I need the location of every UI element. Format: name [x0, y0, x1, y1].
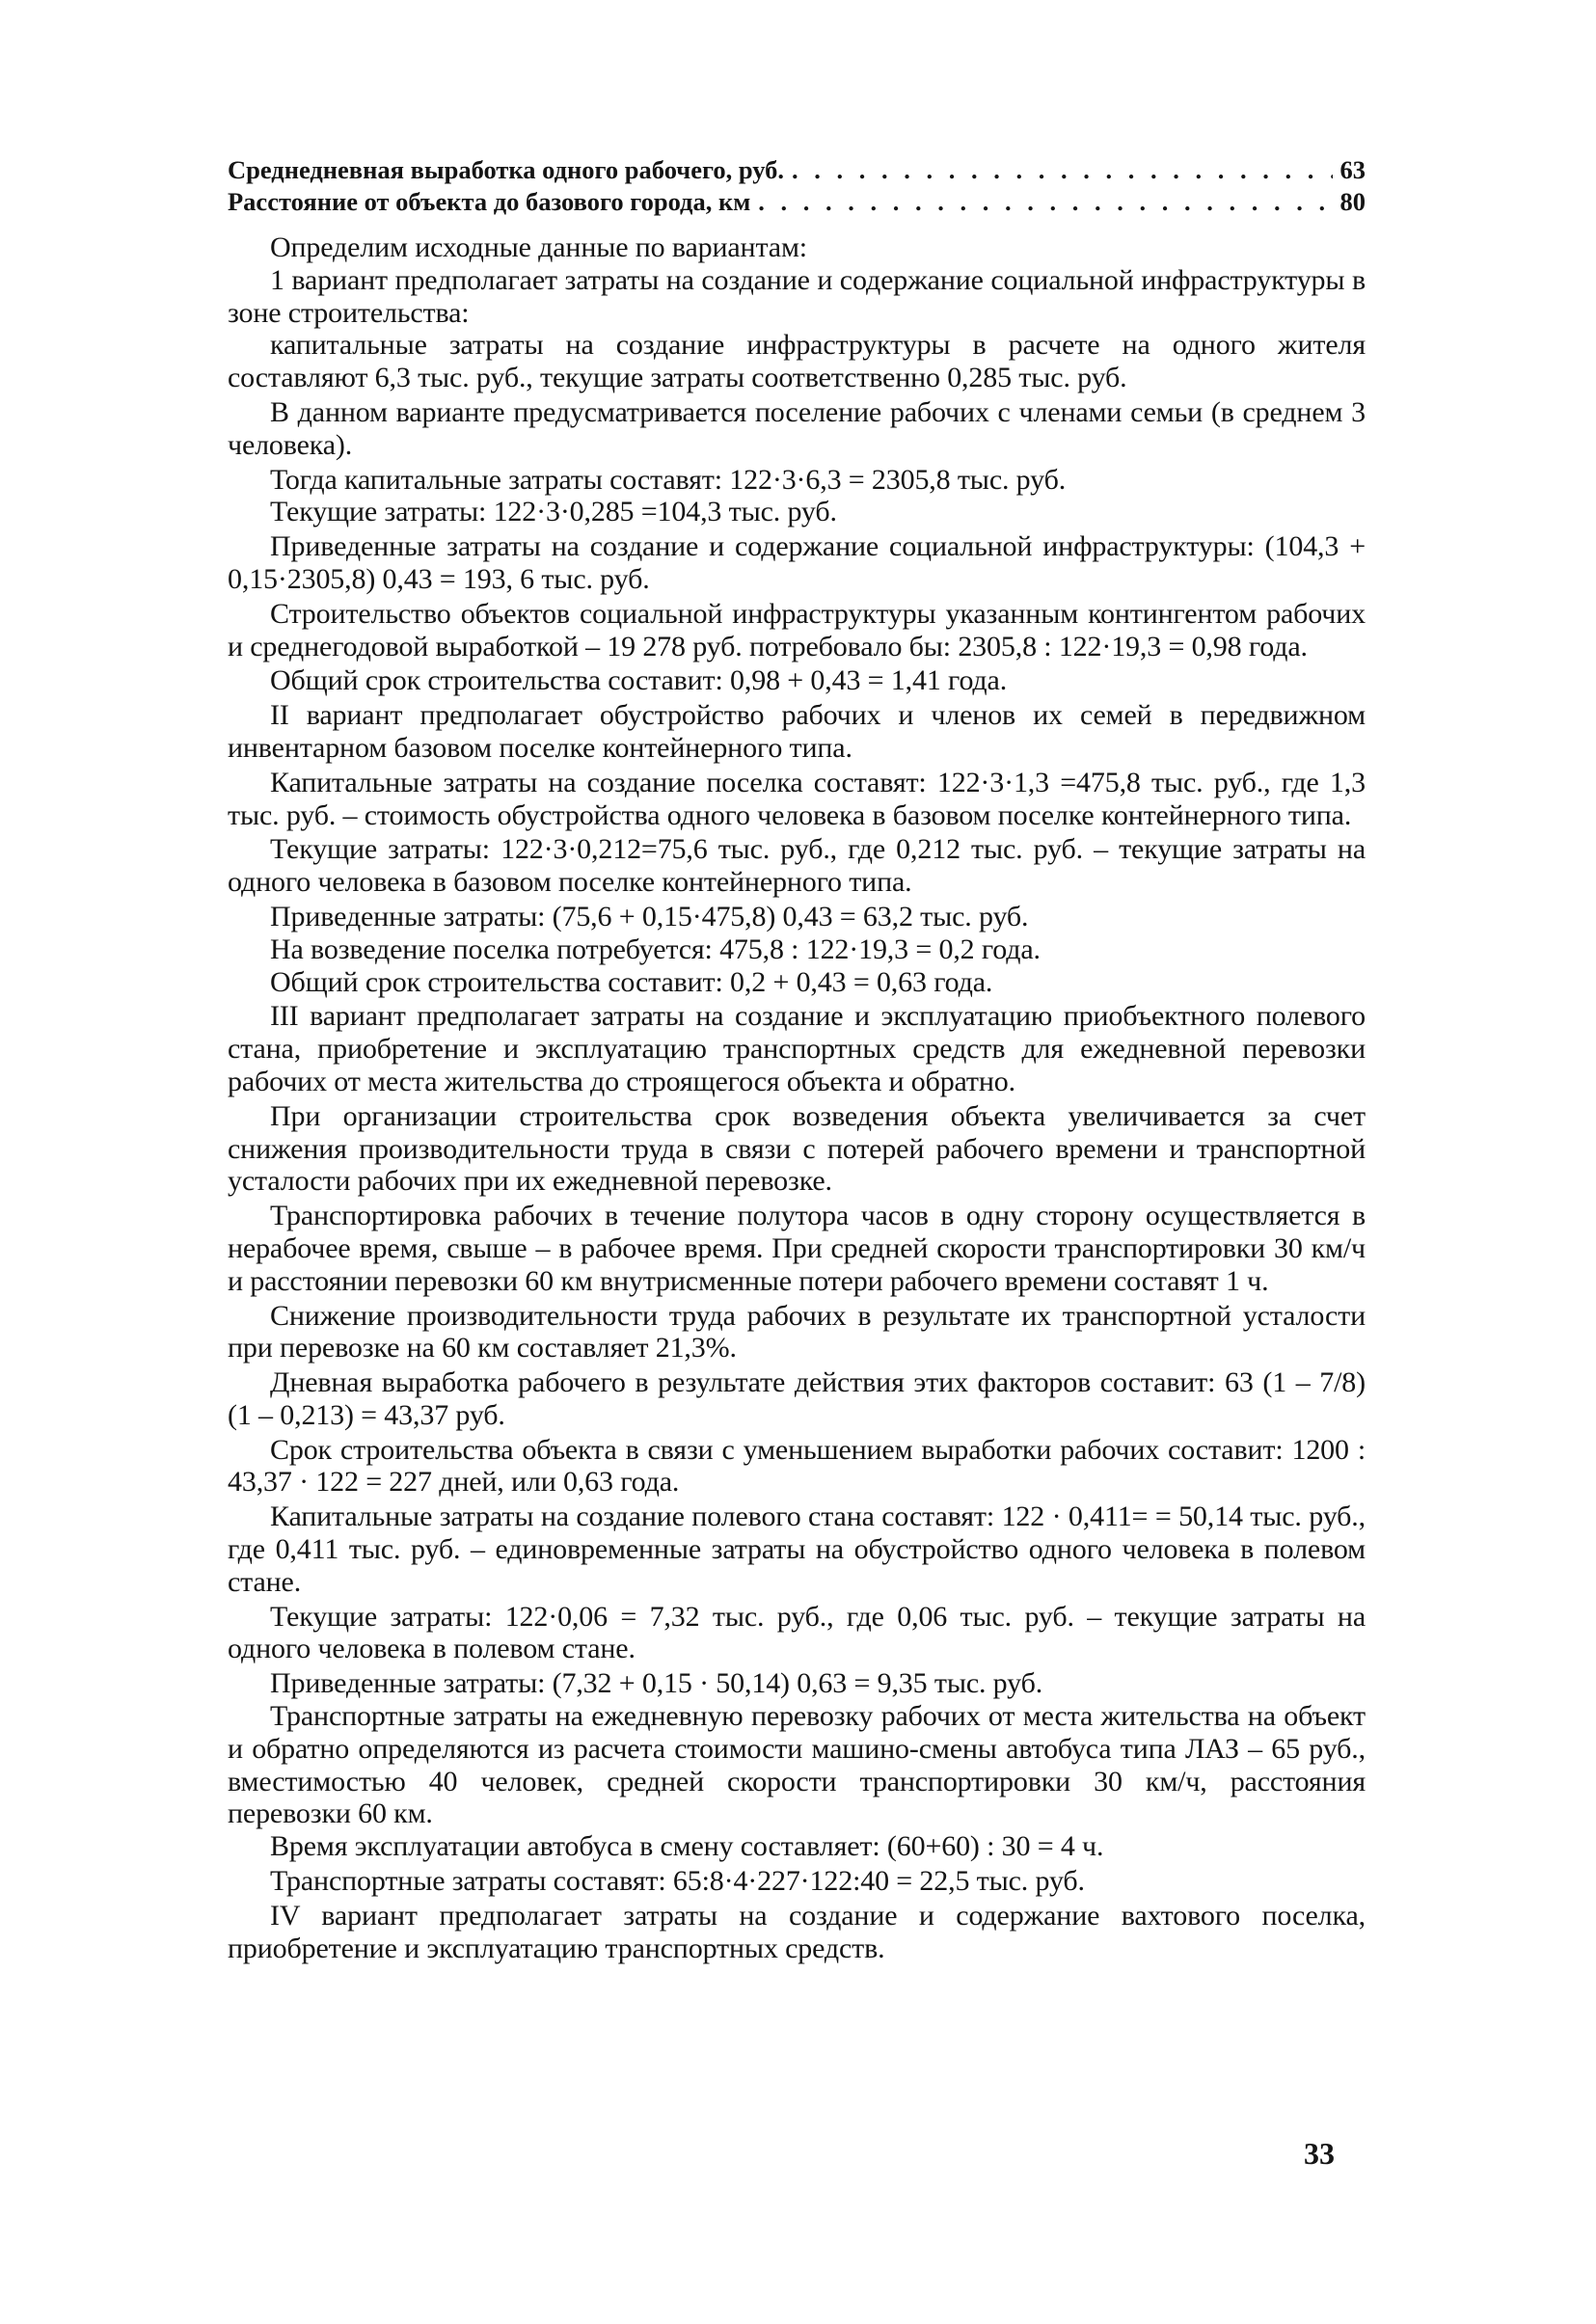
data-line-label: Среднедневная выработка одного рабочего, руб.	[228, 155, 785, 184]
paragraph: Строительство объектов социальной инфраструктуры указанным контингентом рабочих и среднегодовой выработкой – 19 278 руб. потребовало бы: 2305,8 : 122·19,3 = 0,98 года.	[228, 597, 1366, 662]
page-body	[228, 154, 1366, 1964]
data-line-daily-output	[228, 154, 1366, 186]
paragraph: Приведенные затраты: (7,32 + 0,15 · 50,14) 0,63 = 9,35 тыс. руб.	[270, 1667, 1043, 1700]
paragraph: Текущие затраты: 122·3·0,212=75,6 тыс. руб., где 0,212 тыс. руб. – текущие затраты на одного человека в базовом поселке контейнерного типа.	[228, 833, 1366, 899]
paragraph: Приведенные затраты на создание и содержание социальной инфраструктуры: (104,3 + 0,15·2305,8) 0,43 = 193, 6 тыс. руб.	[228, 530, 1366, 595]
paragraph: Капитальные затраты на создание полевого стана составят: 122 · 0,411= = 50,14 тыс. руб., где 0,411 тыс. руб. – единовременные затраты на обустройство одного человека в полевом стане.	[228, 1500, 1366, 1598]
paragraph: II вариант предполагает обустройство рабочих и членов их семей в передвижном инвентарном базовом поселке контейнерного типа.	[228, 699, 1366, 764]
paragraph: Время эксплуатации автобуса в смену составляет: (60+60) : 30 = 4 ч.	[270, 1830, 1104, 1863]
dot-leader	[758, 186, 1332, 218]
data-line-value: 80	[1339, 187, 1366, 216]
dot-leader	[792, 154, 1332, 186]
paragraph: На возведение поселка потребуется: 475,8 : 122·19,3 = 0,2 года.	[270, 932, 1041, 965]
paragraph: Текущие затраты: 122·3·0,285 =104,3 тыс. руб.	[270, 496, 837, 528]
paragraph: В данном варианте предусматривается поселение рабочих с членами семьи (в среднем 3 человека).	[228, 395, 1366, 461]
paragraph: Общий срок строительства составит: 0,98 + 0,43 = 1,41 года.	[270, 664, 1008, 697]
paragraph: Снижение производительности труда рабочих в результате их транспортной усталости при перевозке на 60 км составляет 21,3%.	[228, 1299, 1366, 1365]
paragraph: Транспортировка рабочих в течение полутора часов в одну сторону осуществляется в нерабочее время, свыше – в рабочее время. При средней скорости транспортировки 30 км/ч и расстоянии перевозки 60 км внутрисменные потери рабочего времени составят 1 ч.	[228, 1200, 1366, 1297]
spacer	[228, 218, 1366, 231]
paragraph: Срок строительства объекта в связи с уменьшением выработки рабочих составит: 1200 : 43,37 · 122 = 227 дней, или 0,63 года.	[228, 1433, 1366, 1499]
data-line-distance	[228, 186, 1366, 218]
data-line-label: Расстояние от объекта до базового города, км	[228, 187, 751, 216]
paragraph: Транспортные затраты составят: 65:8·4·227·122:40 = 22,5 тыс. руб.	[270, 1865, 1085, 1898]
paragraph: Дневная выработка рабочего в результате действия этих факторов составит: 63 (1 – 7/8) (1 – 0,213) = 43,37 руб.	[228, 1366, 1366, 1431]
paragraph: Определим исходные данные по вариантам:	[270, 231, 807, 263]
paragraph: Общий срок строительства составит: 0,2 + 0,43 = 0,63 года.	[270, 965, 993, 998]
paragraph: Капитальные затраты на создание поселка составят: 122·3·1,3 =475,8 тыс. руб., где 1,3 тыс. руб. – стоимость обустройства одного человека в базовом поселке контейнерного типа.	[228, 766, 1366, 831]
paragraph: Текущие затраты: 122·0,06 = 7,32 тыс. руб., где 0,06 тыс. руб. – текущие затраты на одного человека в полевом стане.	[228, 1600, 1366, 1665]
paragraph: При организации строительства срок возведения объекта увеличивается за счет снижения производительности труда в связи с потерей рабочего времени и транспортной усталости рабочих при их ежедневной перевозке.	[228, 1099, 1366, 1198]
paragraph: Приведенные затраты: (75,6 + 0,15·475,8) 0,43 = 63,2 тыс. руб.	[270, 900, 1029, 932]
page-number: 33	[1304, 2136, 1335, 2171]
paragraph: Транспортные затраты на ежедневную перевозку рабочих от места жительства на объект и обратно определяются из расчета стоимости машино-смены автобуса типа ЛАЗ – 65 руб., вместимостью 40 человек, средней скорости транспортировки 30 км/ч, расстояния перевозки 60 км.	[228, 1700, 1366, 1830]
paragraph: капитальные затраты на создание инфраструктуры в расчете на одного жителя составляют 6,3 тыс. руб., текущие затраты соответственно 0,285 тыс. руб.	[228, 329, 1366, 394]
paragraph: 1 вариант предполагает затраты на создание и содержание социальной инфраструктуры в зоне строительства:	[228, 263, 1366, 329]
paragraph: Тогда капитальные затраты составят: 122·3·6,3 = 2305,8 тыс. руб.	[270, 463, 1067, 496]
paragraph: IV вариант предполагает затраты на создание и содержание вахтового поселка, приобретение и эксплуатацию транспортных средств.	[228, 1899, 1366, 1964]
paragraph: III вариант предполагает затраты на создание и эксплуатацию приобъектного полевого стана, приобретение и эксплуатацию транспортных средств для ежедневной перевозки рабочих от места жительства до строящегося объекта и обратно.	[228, 1000, 1366, 1097]
data-line-value: 63	[1339, 155, 1366, 184]
